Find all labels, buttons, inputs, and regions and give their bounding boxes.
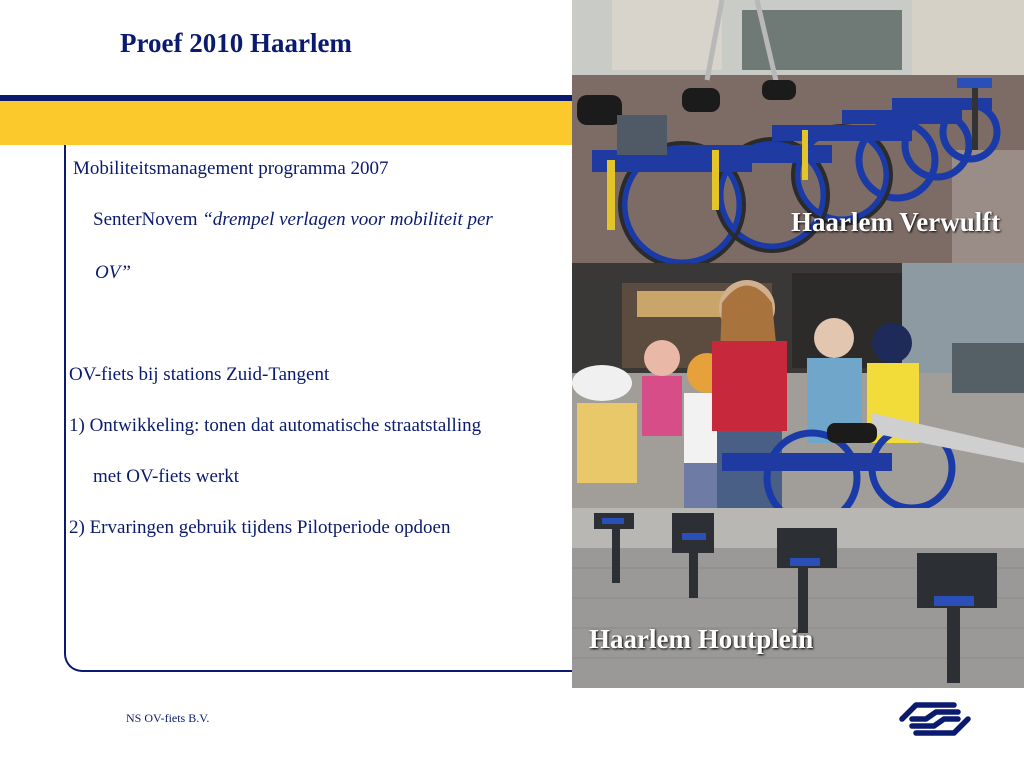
text-line-point1-cont: met OV-fiets werkt (93, 466, 239, 487)
title-band-yellow (0, 101, 572, 145)
ns-logo-icon (896, 700, 974, 738)
text-line-ovfiets: OV-fiets bij stations Zuid-Tangent (69, 364, 330, 385)
text-line-program: Mobiliteitsmanagement programma 2007 (73, 158, 389, 179)
footer-company: NS OV-fiets B.V. (126, 711, 210, 725)
photo-verwulft (572, 0, 1024, 263)
text-line-sentnovem (93, 209, 493, 231)
photo-family (572, 263, 1024, 508)
photo-label-verwulft: Haarlem Verwulft (791, 207, 1001, 237)
text-sentnovem: SenterNovem (93, 209, 203, 230)
text-line-point1: 1) Ontwikkeling: tonen dat automatische straatstalling (69, 415, 482, 436)
photo-label-houtplein: Haarlem Houtplein (589, 624, 814, 654)
text-line-point2: 2) Ervaringen gebruik tijdens Pilotperiode opdoen (69, 517, 451, 538)
photo-houtplein (572, 508, 1024, 688)
text-quote-part1: “drempel verlagen voor mobiliteit per (202, 209, 493, 230)
text-line-quote-end (95, 262, 131, 284)
text-quote-part2: OV” (95, 262, 131, 283)
slide-title: Proef 2010 Haarlem (120, 28, 352, 58)
